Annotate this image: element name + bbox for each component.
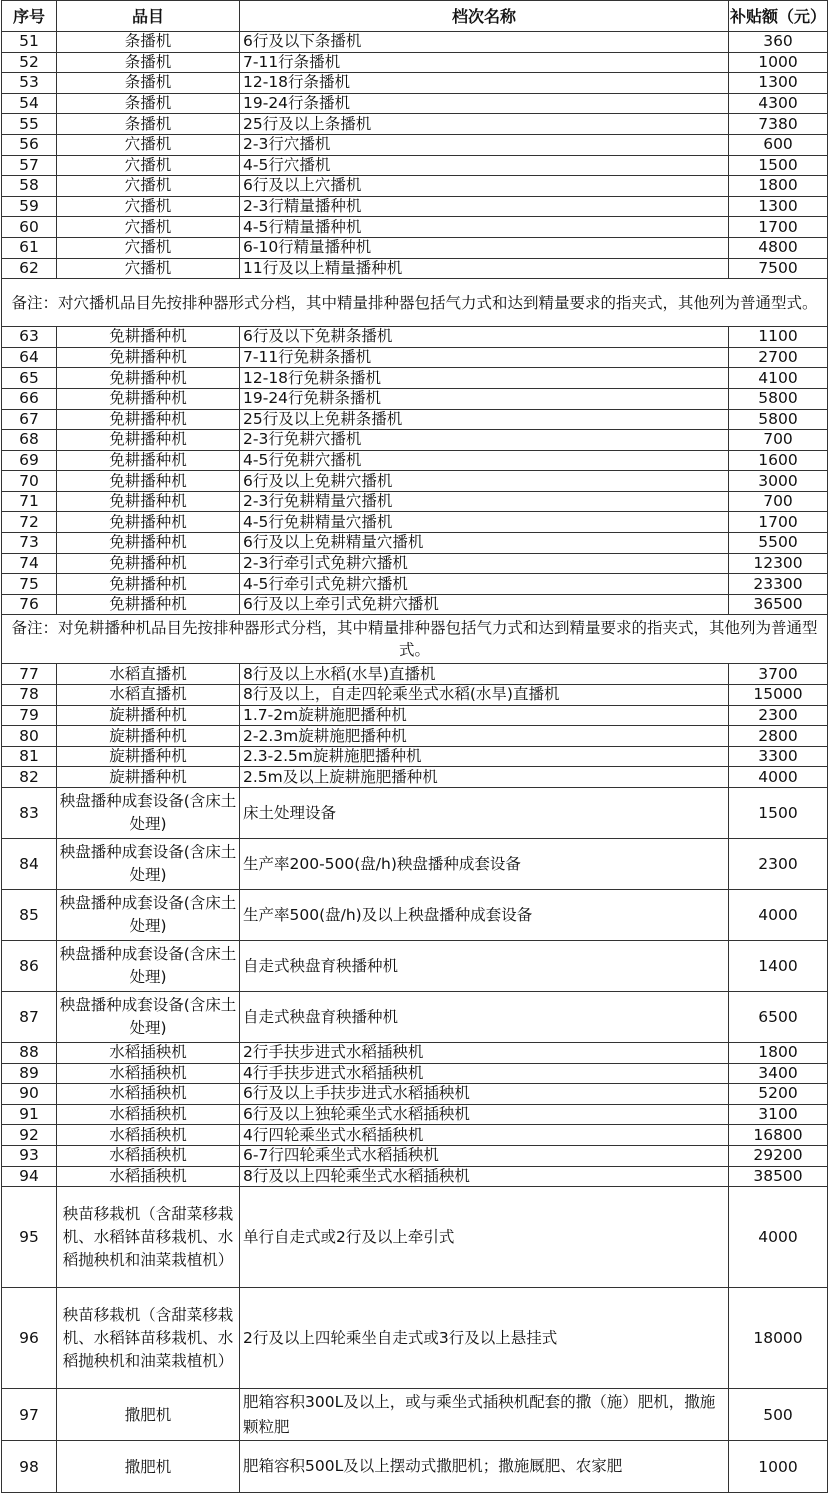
table-row	[2, 992, 828, 1043]
cell-grade: 6-10行精量播种机	[240, 237, 729, 258]
cell-subsidy: 1500	[729, 155, 828, 176]
cell-subsidy: 1400	[729, 941, 828, 992]
cell-item: 穴播机	[57, 155, 240, 176]
cell-no: 88	[2, 1043, 57, 1064]
cell-subsidy: 36500	[729, 594, 828, 615]
cell-subsidy: 5800	[729, 388, 828, 409]
cell-no: 64	[2, 347, 57, 368]
table-row	[2, 217, 828, 238]
cell-no: 79	[2, 705, 57, 726]
cell-no: 63	[2, 327, 57, 348]
table-row	[2, 1288, 828, 1389]
cell-subsidy: 4800	[729, 237, 828, 258]
cell-grade: 肥箱容积500L及以上摆动式撒肥机；撒施厩肥、农家肥	[240, 1441, 729, 1493]
cell-item: 撒肥机	[57, 1389, 240, 1441]
table-row	[2, 450, 828, 471]
table-row	[2, 388, 828, 409]
cell-item: 免耕播种机	[57, 450, 240, 471]
note-text: 备注：对免耕播种机品目先按排种器形式分档，其中精量排种器包括气力式和达到精量要求的指夹式，其他列为普通型式。	[2, 615, 828, 664]
rows-section-d	[2, 788, 828, 1043]
cell-no: 60	[2, 217, 57, 238]
cell-no: 70	[2, 471, 57, 492]
cell-grade: 6行及以下条播机	[240, 32, 729, 53]
cell-grade: 6行及以上穴播机	[240, 176, 729, 197]
cell-no: 57	[2, 155, 57, 176]
cell-grade: 2-3行免耕精量穴播机	[240, 491, 729, 512]
rows-section-b	[2, 327, 828, 615]
rows-section-a	[2, 32, 828, 279]
cell-item: 秧盘播种成套设备(含床土处理)	[57, 788, 240, 839]
cell-subsidy: 360	[729, 32, 828, 53]
cell-subsidy: 700	[729, 491, 828, 512]
table-row	[2, 1145, 828, 1166]
cell-subsidy: 1700	[729, 512, 828, 533]
rows-section-c	[2, 664, 828, 788]
cell-no: 52	[2, 52, 57, 73]
table-row	[2, 1043, 828, 1064]
col-header-item: 品目	[57, 1, 240, 32]
cell-no: 91	[2, 1104, 57, 1125]
cell-item: 条播机	[57, 52, 240, 73]
cell-subsidy: 3000	[729, 471, 828, 492]
cell-subsidy: 7500	[729, 258, 828, 279]
cell-subsidy: 1800	[729, 1043, 828, 1064]
cell-item: 秧苗移栽机（含甜菜移栽机、水稻钵苗移栽机、水稻抛秧机和油菜栽植机）	[57, 1187, 240, 1288]
cell-subsidy: 1600	[729, 450, 828, 471]
table-row	[2, 1125, 828, 1146]
table-row	[2, 1187, 828, 1288]
cell-item: 免耕播种机	[57, 368, 240, 389]
cell-item: 水稻直播机	[57, 664, 240, 685]
cell-no: 71	[2, 491, 57, 512]
cell-no: 77	[2, 664, 57, 685]
table-row	[2, 941, 828, 992]
cell-no: 55	[2, 114, 57, 135]
cell-no: 98	[2, 1441, 57, 1493]
cell-item: 穴播机	[57, 217, 240, 238]
table-header	[2, 1, 828, 32]
table-row	[2, 685, 828, 706]
cell-grade: 19-24行免耕条播机	[240, 388, 729, 409]
cell-subsidy: 4000	[729, 890, 828, 941]
cell-grade: 床土处理设备	[240, 788, 729, 839]
cell-grade: 4-5行牵引式免耕穴播机	[240, 574, 729, 595]
cell-grade: 4-5行穴播机	[240, 155, 729, 176]
cell-subsidy: 1100	[729, 327, 828, 348]
cell-grade: 4行四轮乘坐式水稻插秧机	[240, 1125, 729, 1146]
cell-grade: 2.3-2.5m旋耕施肥播种机	[240, 746, 729, 767]
cell-item: 秧盘播种成套设备(含床土处理)	[57, 890, 240, 941]
cell-no: 92	[2, 1125, 57, 1146]
cell-no: 90	[2, 1084, 57, 1105]
table-row	[2, 368, 828, 389]
cell-item: 免耕播种机	[57, 409, 240, 430]
table-row	[2, 1166, 828, 1187]
cell-grade: 肥箱容积300L及以上，或与乘坐式插秧机配套的撒（施）肥机，撒施颗粒肥	[240, 1389, 729, 1441]
note-row	[2, 615, 828, 664]
table-row	[2, 93, 828, 114]
cell-no: 80	[2, 726, 57, 747]
table-row	[2, 430, 828, 451]
cell-no: 84	[2, 839, 57, 890]
table-row	[2, 491, 828, 512]
cell-grade: 8行及以上，自走四轮乘坐式水稻(水旱)直播机	[240, 685, 729, 706]
cell-grade: 生产率500(盘/h)及以上秧盘播种成套设备	[240, 890, 729, 941]
cell-subsidy: 3300	[729, 746, 828, 767]
cell-grade: 2-3行牵引式免耕穴播机	[240, 553, 729, 574]
cell-no: 61	[2, 237, 57, 258]
cell-item: 穴播机	[57, 196, 240, 217]
cell-subsidy: 15000	[729, 685, 828, 706]
cell-subsidy: 29200	[729, 1145, 828, 1166]
table-row	[2, 533, 828, 554]
table-row	[2, 1389, 828, 1441]
cell-subsidy: 7380	[729, 114, 828, 135]
cell-grade: 单行自走式或2行及以上牵引式	[240, 1187, 729, 1288]
cell-no: 76	[2, 594, 57, 615]
cell-subsidy: 2800	[729, 726, 828, 747]
cell-item: 穴播机	[57, 176, 240, 197]
cell-subsidy: 500	[729, 1389, 828, 1441]
table-row	[2, 52, 828, 73]
cell-subsidy: 6500	[729, 992, 828, 1043]
cell-subsidy: 3100	[729, 1104, 828, 1125]
cell-no: 83	[2, 788, 57, 839]
table-row	[2, 134, 828, 155]
cell-no: 72	[2, 512, 57, 533]
cell-item: 穴播机	[57, 134, 240, 155]
cell-no: 68	[2, 430, 57, 451]
cell-item: 水稻插秧机	[57, 1125, 240, 1146]
cell-no: 74	[2, 553, 57, 574]
table-row	[2, 471, 828, 492]
cell-item: 穴播机	[57, 258, 240, 279]
cell-item: 水稻插秧机	[57, 1084, 240, 1105]
cell-grade: 2-3行免耕穴播机	[240, 430, 729, 451]
cell-item: 条播机	[57, 73, 240, 94]
cell-item: 旋耕播种机	[57, 767, 240, 788]
cell-no: 78	[2, 685, 57, 706]
table-row	[2, 258, 828, 279]
cell-grade: 2行手扶步进式水稻插秧机	[240, 1043, 729, 1064]
cell-subsidy: 2300	[729, 839, 828, 890]
col-header-grade: 档次名称	[240, 1, 729, 32]
cell-item: 免耕播种机	[57, 430, 240, 451]
cell-item: 免耕播种机	[57, 574, 240, 595]
cell-subsidy: 600	[729, 134, 828, 155]
cell-subsidy: 38500	[729, 1166, 828, 1187]
cell-grade: 8行及以上水稻(水旱)直播机	[240, 664, 729, 685]
table-row	[2, 839, 828, 890]
cell-subsidy: 23300	[729, 574, 828, 595]
cell-subsidy: 1300	[729, 196, 828, 217]
cell-grade: 6行及以下免耕条播机	[240, 327, 729, 348]
cell-no: 73	[2, 533, 57, 554]
cell-grade: 6行及以上手扶步进式水稻插秧机	[240, 1084, 729, 1105]
cell-no: 93	[2, 1145, 57, 1166]
cell-subsidy: 1300	[729, 73, 828, 94]
col-header-subsidy: 补贴额（元）	[729, 1, 828, 32]
cell-subsidy: 18000	[729, 1288, 828, 1389]
table-row	[2, 574, 828, 595]
cell-grade: 11行及以上精量播种机	[240, 258, 729, 279]
cell-grade: 2行及以上四轮乘坐自走式或3行及以上悬挂式	[240, 1288, 729, 1389]
table-row	[2, 705, 828, 726]
cell-subsidy: 12300	[729, 553, 828, 574]
note-row	[2, 279, 828, 327]
cell-item: 旋耕播种机	[57, 705, 240, 726]
cell-grade: 6行及以上独轮乘坐式水稻插秧机	[240, 1104, 729, 1125]
cell-grade: 6行及以上牵引式免耕穴播机	[240, 594, 729, 615]
table-row	[2, 594, 828, 615]
cell-item: 条播机	[57, 114, 240, 135]
cell-item: 水稻直播机	[57, 685, 240, 706]
cell-subsidy: 5800	[729, 409, 828, 430]
cell-no: 59	[2, 196, 57, 217]
cell-subsidy: 5500	[729, 533, 828, 554]
table-row	[2, 746, 828, 767]
table-row	[2, 32, 828, 53]
cell-grade: 25行及以上条播机	[240, 114, 729, 135]
cell-subsidy: 5200	[729, 1084, 828, 1105]
table-row	[2, 114, 828, 135]
cell-item: 水稻插秧机	[57, 1063, 240, 1084]
cell-item: 穴播机	[57, 237, 240, 258]
cell-subsidy: 4000	[729, 1187, 828, 1288]
cell-item: 水稻插秧机	[57, 1104, 240, 1125]
cell-subsidy: 3400	[729, 1063, 828, 1084]
cell-no: 53	[2, 73, 57, 94]
cell-no: 69	[2, 450, 57, 471]
cell-grade: 6行及以上免耕穴播机	[240, 471, 729, 492]
cell-item: 免耕播种机	[57, 471, 240, 492]
cell-no: 86	[2, 941, 57, 992]
cell-grade: 6-7行四轮乘坐式水稻插秧机	[240, 1145, 729, 1166]
cell-item: 免耕播种机	[57, 594, 240, 615]
cell-subsidy: 700	[729, 430, 828, 451]
cell-item: 免耕播种机	[57, 347, 240, 368]
cell-grade: 8行及以上四轮乘坐式水稻插秧机	[240, 1166, 729, 1187]
cell-no: 85	[2, 890, 57, 941]
cell-item: 秧苗移栽机（含甜菜移栽机、水稻钵苗移栽机、水稻抛秧机和油菜栽植机）	[57, 1288, 240, 1389]
cell-no: 95	[2, 1187, 57, 1288]
cell-no: 58	[2, 176, 57, 197]
cell-no: 65	[2, 368, 57, 389]
rows-section-f	[2, 1187, 828, 1389]
cell-no: 54	[2, 93, 57, 114]
cell-grade: 25行及以上免耕条播机	[240, 409, 729, 430]
cell-grade: 6行及以上免耕精量穴播机	[240, 533, 729, 554]
table-row	[2, 1063, 828, 1084]
note-text: 备注：对穴播机品目先按排种器形式分档，其中精量排种器包括气力式和达到精量要求的指夹式，其他列为普通型式。	[2, 279, 828, 327]
cell-no: 81	[2, 746, 57, 767]
cell-subsidy: 4100	[729, 368, 828, 389]
cell-item: 免耕播种机	[57, 553, 240, 574]
rows-section-g	[2, 1389, 828, 1493]
cell-no: 51	[2, 32, 57, 53]
table-row	[2, 327, 828, 348]
table-row	[2, 1084, 828, 1105]
cell-grade: 1.7-2m旋耕施肥播种机	[240, 705, 729, 726]
table-row	[2, 347, 828, 368]
cell-no: 97	[2, 1389, 57, 1441]
cell-grade: 自走式秧盘育秧播种机	[240, 941, 729, 992]
cell-item: 条播机	[57, 93, 240, 114]
cell-grade: 4行手扶步进式水稻插秧机	[240, 1063, 729, 1084]
cell-item: 免耕播种机	[57, 533, 240, 554]
cell-item: 免耕播种机	[57, 512, 240, 533]
cell-subsidy: 4300	[729, 93, 828, 114]
cell-grade: 12-18行免耕条播机	[240, 368, 729, 389]
cell-no: 62	[2, 258, 57, 279]
cell-subsidy: 1800	[729, 176, 828, 197]
cell-no: 87	[2, 992, 57, 1043]
table-row	[2, 512, 828, 533]
cell-item: 水稻插秧机	[57, 1043, 240, 1064]
cell-no: 67	[2, 409, 57, 430]
table-row	[2, 553, 828, 574]
cell-no: 94	[2, 1166, 57, 1187]
cell-no: 89	[2, 1063, 57, 1084]
cell-grade: 19-24行条播机	[240, 93, 729, 114]
table-row	[2, 788, 828, 839]
subsidy-table	[1, 0, 828, 1493]
cell-grade: 2-3行穴播机	[240, 134, 729, 155]
cell-item: 条播机	[57, 32, 240, 53]
cell-no: 56	[2, 134, 57, 155]
cell-item: 旋耕播种机	[57, 746, 240, 767]
cell-subsidy: 1700	[729, 217, 828, 238]
cell-grade: 自走式秧盘育秧播种机	[240, 992, 729, 1043]
cell-grade: 7-11行免耕条播机	[240, 347, 729, 368]
cell-grade: 2.5m及以上旋耕施肥播种机	[240, 767, 729, 788]
cell-subsidy: 4000	[729, 767, 828, 788]
cell-item: 秧盘播种成套设备(含床土处理)	[57, 941, 240, 992]
cell-subsidy: 2300	[729, 705, 828, 726]
cell-item: 免耕播种机	[57, 491, 240, 512]
table-row	[2, 767, 828, 788]
cell-subsidy: 1000	[729, 1441, 828, 1493]
cell-grade: 4-5行免耕精量穴播机	[240, 512, 729, 533]
table-row	[2, 664, 828, 685]
cell-subsidy: 1500	[729, 788, 828, 839]
cell-item: 免耕播种机	[57, 327, 240, 348]
cell-item: 免耕播种机	[57, 388, 240, 409]
cell-subsidy: 16800	[729, 1125, 828, 1146]
table-row	[2, 409, 828, 430]
table-row	[2, 155, 828, 176]
cell-no: 82	[2, 767, 57, 788]
cell-grade: 生产率200-500(盘/h)秧盘播种成套设备	[240, 839, 729, 890]
rows-section-e	[2, 1043, 828, 1187]
table-row	[2, 726, 828, 747]
col-header-no: 序号	[2, 1, 57, 32]
cell-no: 66	[2, 388, 57, 409]
cell-grade: 7-11行条播机	[240, 52, 729, 73]
cell-grade: 4-5行精量播种机	[240, 217, 729, 238]
cell-item: 旋耕播种机	[57, 726, 240, 747]
cell-item: 水稻插秧机	[57, 1145, 240, 1166]
cell-subsidy: 3700	[729, 664, 828, 685]
table-row	[2, 196, 828, 217]
cell-item: 秧盘播种成套设备(含床土处理)	[57, 992, 240, 1043]
cell-grade: 4-5行免耕穴播机	[240, 450, 729, 471]
table-row	[2, 237, 828, 258]
cell-subsidy: 1000	[729, 52, 828, 73]
table-row	[2, 1104, 828, 1125]
cell-no: 75	[2, 574, 57, 595]
cell-item: 秧盘播种成套设备(含床土处理)	[57, 839, 240, 890]
cell-no: 96	[2, 1288, 57, 1389]
cell-grade: 2-2.3m旋耕施肥播种机	[240, 726, 729, 747]
cell-subsidy: 2700	[729, 347, 828, 368]
cell-item: 水稻插秧机	[57, 1166, 240, 1187]
table-row	[2, 73, 828, 94]
cell-grade: 12-18行条播机	[240, 73, 729, 94]
cell-item: 撒肥机	[57, 1441, 240, 1493]
table-row	[2, 176, 828, 197]
table-row	[2, 1441, 828, 1493]
table-row	[2, 890, 828, 941]
cell-grade: 2-3行精量播种机	[240, 196, 729, 217]
